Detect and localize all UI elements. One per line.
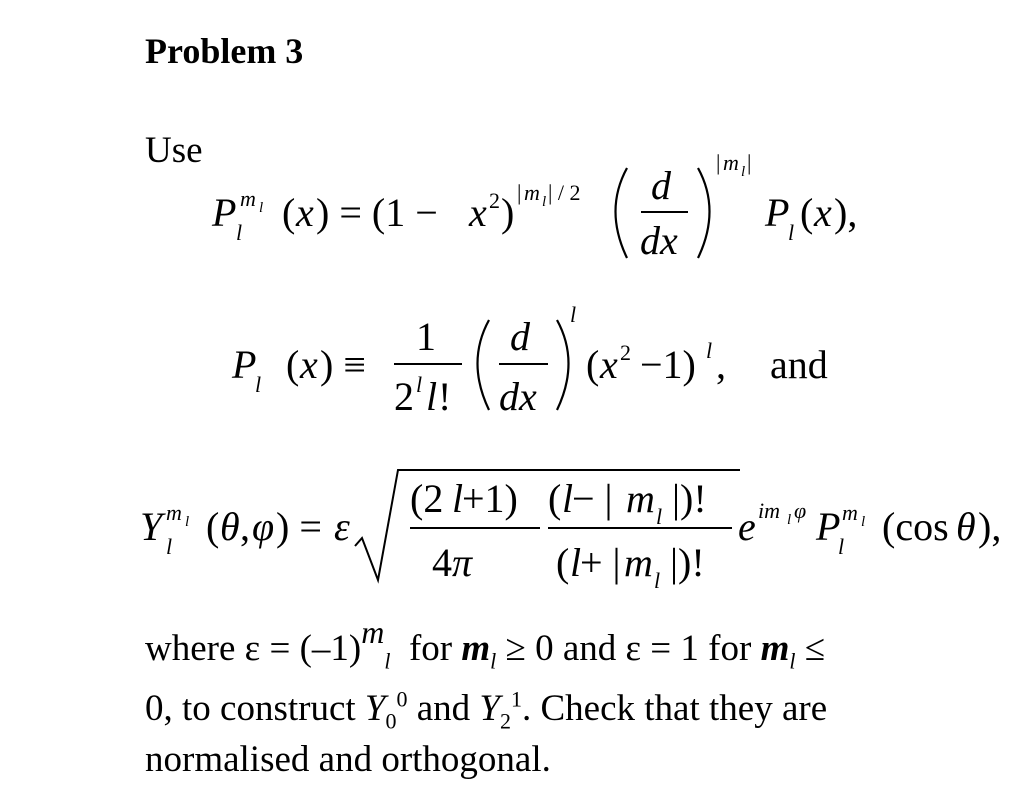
svg-text:(: ( — [286, 342, 300, 387]
svg-text:φ: φ — [794, 498, 807, 523]
svg-text:4: 4 — [432, 540, 452, 585]
svg-text:(: ( — [206, 504, 220, 549]
equation-rodrigues — [231, 302, 828, 419]
svg-text:l: l — [570, 540, 582, 585]
svg-text:l: l — [838, 534, 845, 559]
svg-text:| / 2: | / 2 — [548, 180, 581, 205]
svg-text:dx: dx — [640, 218, 678, 263]
svg-text:m: m — [842, 500, 858, 525]
equation-spherical-harmonic — [140, 470, 1001, 593]
svg-text:(: ( — [800, 190, 814, 235]
svg-text:) = (1 −: ) = (1 − — [316, 190, 438, 235]
svg-text:m: m — [524, 180, 540, 205]
svg-text:m: m — [626, 476, 655, 521]
svg-text:) ≡: ) ≡ — [320, 342, 366, 387]
svg-text:,: , — [716, 342, 726, 387]
svg-text:!: ! — [438, 374, 452, 419]
svg-text:|: | — [716, 150, 721, 175]
svg-text:x: x — [469, 190, 487, 235]
svg-text:l: l — [255, 372, 262, 397]
svg-text:P: P — [212, 190, 237, 235]
svg-text:2: 2 — [489, 188, 500, 213]
svg-text:): ) — [501, 190, 515, 235]
svg-text:l: l — [570, 302, 577, 327]
svg-text:+1): +1) — [462, 476, 518, 521]
svg-text:− |: − | — [572, 476, 613, 521]
svg-text:,: , — [240, 504, 250, 549]
svg-text:x: x — [300, 342, 318, 387]
svg-text:l: l — [166, 534, 173, 559]
svg-text:θ: θ — [956, 504, 976, 549]
svg-text:l: l — [656, 504, 663, 529]
svg-text:) =: ) = — [276, 504, 322, 549]
svg-text:l: l — [861, 514, 866, 530]
svg-text:m: m — [240, 186, 256, 211]
svg-text:1: 1 — [416, 314, 436, 359]
problem-title: Problem 3 — [145, 31, 304, 71]
svg-text:2: 2 — [394, 374, 414, 419]
and-word: and — [770, 342, 828, 387]
svg-text:|: | — [517, 180, 522, 205]
svg-text:),: ), — [834, 190, 858, 235]
svg-text:(: ( — [556, 540, 570, 585]
svg-text:l: l — [236, 220, 243, 245]
svg-text:d: d — [510, 314, 530, 359]
svg-text:),: ), — [978, 504, 1002, 549]
equation-associated-legendre — [211, 150, 857, 263]
svg-text:P: P — [816, 504, 841, 549]
svg-text:l: l — [787, 512, 792, 528]
svg-text:l: l — [706, 338, 713, 363]
svg-text:m: m — [166, 500, 182, 525]
use-word: Use — [145, 130, 203, 171]
svg-text:e: e — [738, 504, 756, 549]
svg-text:−1): −1) — [640, 342, 696, 387]
svg-text:(: ( — [548, 476, 562, 521]
svg-text:(: ( — [586, 342, 600, 387]
svg-text:Y: Y — [140, 504, 163, 549]
svg-text:l: l — [741, 164, 746, 180]
svg-text:2: 2 — [620, 340, 631, 365]
svg-text:ε: ε — [334, 504, 350, 549]
svg-text:(2: (2 — [410, 476, 444, 521]
svg-text:x: x — [814, 190, 832, 235]
svg-text:l: l — [259, 200, 264, 216]
construct-line: 0, to construct $Y_0^0$ and $Y_2^1$. Check that they are — [145, 686, 828, 734]
svg-text:l: l — [788, 220, 795, 245]
svg-text:|)!: |)! — [672, 476, 707, 521]
svg-text:l: l — [562, 476, 574, 521]
svg-text:l: l — [542, 194, 547, 210]
svg-text:l: l — [426, 374, 438, 419]
normalised-line: normalised and orthogonal. — [145, 739, 551, 780]
svg-text:m: m — [723, 150, 739, 175]
svg-text:|)!: |)! — [670, 540, 705, 585]
svg-text:(cos: (cos — [882, 504, 949, 549]
svg-text:θ: θ — [220, 504, 240, 549]
svg-text:l: l — [654, 568, 661, 593]
svg-text:x: x — [600, 342, 618, 387]
svg-text:d: d — [651, 163, 671, 208]
svg-text:m: m — [624, 540, 653, 585]
svg-text:|: | — [747, 150, 752, 175]
svg-text:φ: φ — [252, 504, 275, 549]
where-line: where $\varepsilon = (-1)^m_l$ for $m_l \ge 0$ and ε = 1 for $m_l$ ≤ — [145, 613, 826, 674]
svg-text:P: P — [232, 342, 257, 387]
svg-text:l: l — [452, 476, 464, 521]
svg-text:x: x — [296, 190, 314, 235]
svg-text:(: ( — [282, 190, 296, 235]
svg-text:dx: dx — [499, 374, 537, 419]
svg-text:P: P — [765, 190, 790, 235]
svg-text:l: l — [185, 514, 190, 530]
svg-text:π: π — [452, 540, 473, 585]
svg-text:im: im — [758, 498, 780, 523]
svg-text:+ |: + | — [580, 540, 621, 585]
svg-text:l: l — [416, 372, 423, 397]
